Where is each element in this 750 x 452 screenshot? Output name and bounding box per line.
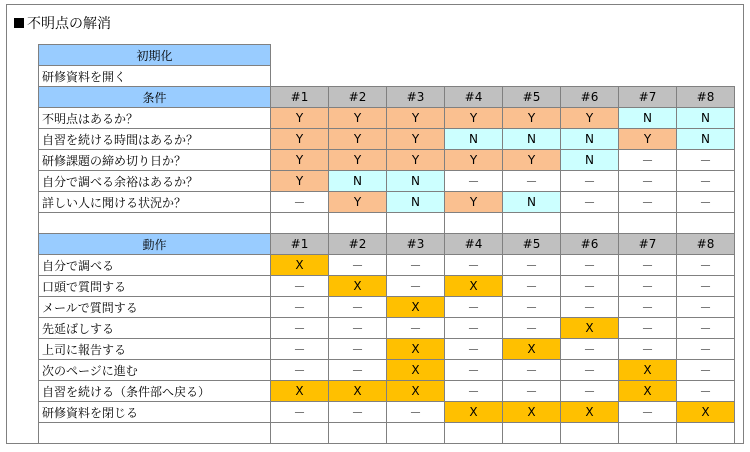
empty-cell xyxy=(445,66,503,87)
blank-cell xyxy=(39,423,271,444)
action-cell: X xyxy=(561,402,619,423)
action-cell: X xyxy=(387,381,445,402)
condition-cell: Y xyxy=(561,108,619,129)
action-cell: － xyxy=(387,276,445,297)
blank-cell xyxy=(561,423,619,444)
condition-cell: Y xyxy=(271,108,329,129)
condition-column-header: #4 xyxy=(445,87,503,108)
condition-cell: － xyxy=(619,192,677,213)
action-row-label: 次のページに進む xyxy=(39,360,271,381)
condition-cell: Y xyxy=(445,108,503,129)
condition-cell: Y xyxy=(387,150,445,171)
condition-cell: N xyxy=(677,129,735,150)
condition-row xyxy=(39,108,735,129)
condition-column-header: #5 xyxy=(503,87,561,108)
condition-row-label: 研修課題の締め切り日か？ xyxy=(39,150,271,171)
condition-cell: N xyxy=(445,129,503,150)
empty-cell xyxy=(677,45,735,66)
action-row xyxy=(39,360,735,381)
action-row-label: 研修資料を閉じる xyxy=(39,402,271,423)
blank-cell xyxy=(445,213,503,234)
action-cell: － xyxy=(503,276,561,297)
condition-row xyxy=(39,150,735,171)
action-cell: － xyxy=(271,339,329,360)
action-cell: － xyxy=(329,318,387,339)
action-cell: － xyxy=(561,297,619,318)
empty-cell xyxy=(271,66,329,87)
action-cell: － xyxy=(503,381,561,402)
action-cell: － xyxy=(503,318,561,339)
action-cell: － xyxy=(503,255,561,276)
blank-cell xyxy=(387,423,445,444)
condition-cell: － xyxy=(677,150,735,171)
action-column-header: #3 xyxy=(387,234,445,255)
empty-cell xyxy=(329,45,387,66)
condition-cell: N xyxy=(503,129,561,150)
init-header: 初期化 xyxy=(39,45,271,66)
action-cell: － xyxy=(561,381,619,402)
action-cell: － xyxy=(445,381,503,402)
condition-column-header: #3 xyxy=(387,87,445,108)
action-cell: － xyxy=(619,297,677,318)
action-row xyxy=(39,381,735,402)
condition-cell: Y xyxy=(329,192,387,213)
condition-cell: Y xyxy=(329,150,387,171)
condition-cell: － xyxy=(445,171,503,192)
blank-cell xyxy=(271,423,329,444)
condition-cell: Y xyxy=(271,171,329,192)
condition-cell: N xyxy=(387,192,445,213)
condition-cell: N xyxy=(561,129,619,150)
condition-cell: Y xyxy=(271,129,329,150)
init-value-row xyxy=(39,66,735,87)
action-cell: － xyxy=(677,276,735,297)
condition-cell: N xyxy=(387,171,445,192)
condition-cell: Y xyxy=(387,108,445,129)
action-header-row xyxy=(39,234,735,255)
action-cell: X xyxy=(329,381,387,402)
init-header-row xyxy=(39,45,735,66)
condition-cell: － xyxy=(561,192,619,213)
action-cell: － xyxy=(387,255,445,276)
action-cell: － xyxy=(271,360,329,381)
condition-row-label: 自分で調べる余裕はあるか？ xyxy=(39,171,271,192)
condition-cell: N xyxy=(677,108,735,129)
blank-cell xyxy=(445,423,503,444)
empty-cell xyxy=(561,45,619,66)
condition-column-header: #7 xyxy=(619,87,677,108)
condition-cell: － xyxy=(271,192,329,213)
action-cell: X xyxy=(503,402,561,423)
action-cell: － xyxy=(677,339,735,360)
condition-cell: Y xyxy=(445,192,503,213)
blank-cell xyxy=(329,423,387,444)
action-column-header: #1 xyxy=(271,234,329,255)
empty-cell xyxy=(561,66,619,87)
action-cell: － xyxy=(445,360,503,381)
condition-column-header: #2 xyxy=(329,87,387,108)
action-row-label: 自分で調べる xyxy=(39,255,271,276)
blank-cell xyxy=(503,423,561,444)
action-cell: － xyxy=(619,402,677,423)
condition-cell: Y xyxy=(619,129,677,150)
action-cell: － xyxy=(619,318,677,339)
empty-cell xyxy=(619,66,677,87)
blank-cell xyxy=(387,213,445,234)
action-column-header: #8 xyxy=(677,234,735,255)
action-column-header: #5 xyxy=(503,234,561,255)
action-row xyxy=(39,339,735,360)
action-cell: － xyxy=(271,402,329,423)
action-column-header: #6 xyxy=(561,234,619,255)
action-cell: － xyxy=(329,339,387,360)
action-cell: － xyxy=(619,276,677,297)
action-cell: － xyxy=(445,318,503,339)
blank-cell xyxy=(619,423,677,444)
page-title xyxy=(14,14,111,34)
action-cell: － xyxy=(387,402,445,423)
action-cell: － xyxy=(677,297,735,318)
action-cell: － xyxy=(677,255,735,276)
action-cell: － xyxy=(619,255,677,276)
action-cell: － xyxy=(329,360,387,381)
square-bullet-icon xyxy=(14,18,24,28)
action-cell: － xyxy=(271,297,329,318)
blank-cell xyxy=(561,213,619,234)
blank-cell xyxy=(329,213,387,234)
condition-cell: － xyxy=(619,171,677,192)
condition-row xyxy=(39,129,735,150)
action-cell: － xyxy=(677,318,735,339)
blank-cell xyxy=(677,423,735,444)
action-cell: － xyxy=(503,360,561,381)
action-cell: X xyxy=(329,276,387,297)
action-cell: X xyxy=(619,360,677,381)
action-cell: X xyxy=(561,318,619,339)
action-cell: － xyxy=(329,297,387,318)
action-cell: － xyxy=(329,255,387,276)
action-cell: － xyxy=(387,318,445,339)
empty-cell xyxy=(387,45,445,66)
action-cell: X xyxy=(387,360,445,381)
blank-cell xyxy=(677,213,735,234)
action-cell: X xyxy=(503,339,561,360)
action-cell: － xyxy=(445,255,503,276)
condition-cell: N xyxy=(503,192,561,213)
action-cell: X xyxy=(271,255,329,276)
action-header: 動作 xyxy=(39,234,271,255)
action-cell: － xyxy=(329,402,387,423)
condition-column-header: #1 xyxy=(271,87,329,108)
condition-cell: Y xyxy=(387,129,445,150)
condition-cell: Y xyxy=(503,108,561,129)
condition-row-label: 不明点はあるか？ xyxy=(39,108,271,129)
action-cell: － xyxy=(561,276,619,297)
action-cell: X xyxy=(445,402,503,423)
action-cell: X xyxy=(387,297,445,318)
action-cell: X xyxy=(619,381,677,402)
decision-table xyxy=(38,44,735,444)
condition-cell: Y xyxy=(445,150,503,171)
condition-cell: Y xyxy=(329,108,387,129)
condition-cell: － xyxy=(677,192,735,213)
condition-cell: N xyxy=(619,108,677,129)
empty-cell xyxy=(503,66,561,87)
action-row-label: メールで質問する xyxy=(39,297,271,318)
action-column-header: #4 xyxy=(445,234,503,255)
empty-cell xyxy=(329,66,387,87)
blank-cell xyxy=(619,213,677,234)
action-cell: X xyxy=(271,381,329,402)
init-value: 研修資料を開く xyxy=(39,66,271,87)
action-cell: X xyxy=(677,402,735,423)
action-cell: － xyxy=(677,360,735,381)
empty-cell xyxy=(387,66,445,87)
empty-cell xyxy=(271,45,329,66)
condition-cell: Y xyxy=(329,129,387,150)
action-column-header: #7 xyxy=(619,234,677,255)
action-row xyxy=(39,318,735,339)
empty-cell xyxy=(619,45,677,66)
blank-cell xyxy=(39,213,271,234)
condition-row xyxy=(39,171,735,192)
condition-cell: N xyxy=(561,150,619,171)
condition-cell: Y xyxy=(503,150,561,171)
action-row-label: 上司に報告する xyxy=(39,339,271,360)
condition-cell: － xyxy=(503,171,561,192)
action-cell: X xyxy=(387,339,445,360)
action-row xyxy=(39,402,735,423)
condition-cell: － xyxy=(619,150,677,171)
action-cell: － xyxy=(561,339,619,360)
action-cell: － xyxy=(561,360,619,381)
action-cell: X xyxy=(445,276,503,297)
action-row-label: 先延ばしする xyxy=(39,318,271,339)
action-row xyxy=(39,276,735,297)
action-row xyxy=(39,297,735,318)
condition-cell: － xyxy=(561,171,619,192)
action-row-label: 口頭で質問する xyxy=(39,276,271,297)
action-cell: － xyxy=(561,255,619,276)
condition-cell: N xyxy=(329,171,387,192)
condition-column-header: #6 xyxy=(561,87,619,108)
condition-column-header: #8 xyxy=(677,87,735,108)
action-blank-row xyxy=(39,423,735,444)
condition-header: 条件 xyxy=(39,87,271,108)
action-cell: － xyxy=(445,297,503,318)
condition-row-label: 詳しい人に聞ける状況か？ xyxy=(39,192,271,213)
action-cell: － xyxy=(445,339,503,360)
condition-row-label: 自習を続ける時間はあるか？ xyxy=(39,129,271,150)
action-row xyxy=(39,255,735,276)
action-cell: － xyxy=(271,276,329,297)
condition-blank-row xyxy=(39,213,735,234)
empty-cell xyxy=(677,66,735,87)
condition-row xyxy=(39,192,735,213)
empty-cell xyxy=(503,45,561,66)
page-title-text: 不明点の解消 xyxy=(27,16,111,32)
action-cell: － xyxy=(677,381,735,402)
action-cell: － xyxy=(619,339,677,360)
blank-cell xyxy=(503,213,561,234)
action-cell: － xyxy=(503,297,561,318)
condition-cell: － xyxy=(677,171,735,192)
empty-cell xyxy=(445,45,503,66)
action-row-label: 自習を続ける（条件部へ戻る） xyxy=(39,381,271,402)
condition-header-row xyxy=(39,87,735,108)
action-column-header: #2 xyxy=(329,234,387,255)
blank-cell xyxy=(271,213,329,234)
action-cell: － xyxy=(271,318,329,339)
condition-cell: Y xyxy=(271,150,329,171)
